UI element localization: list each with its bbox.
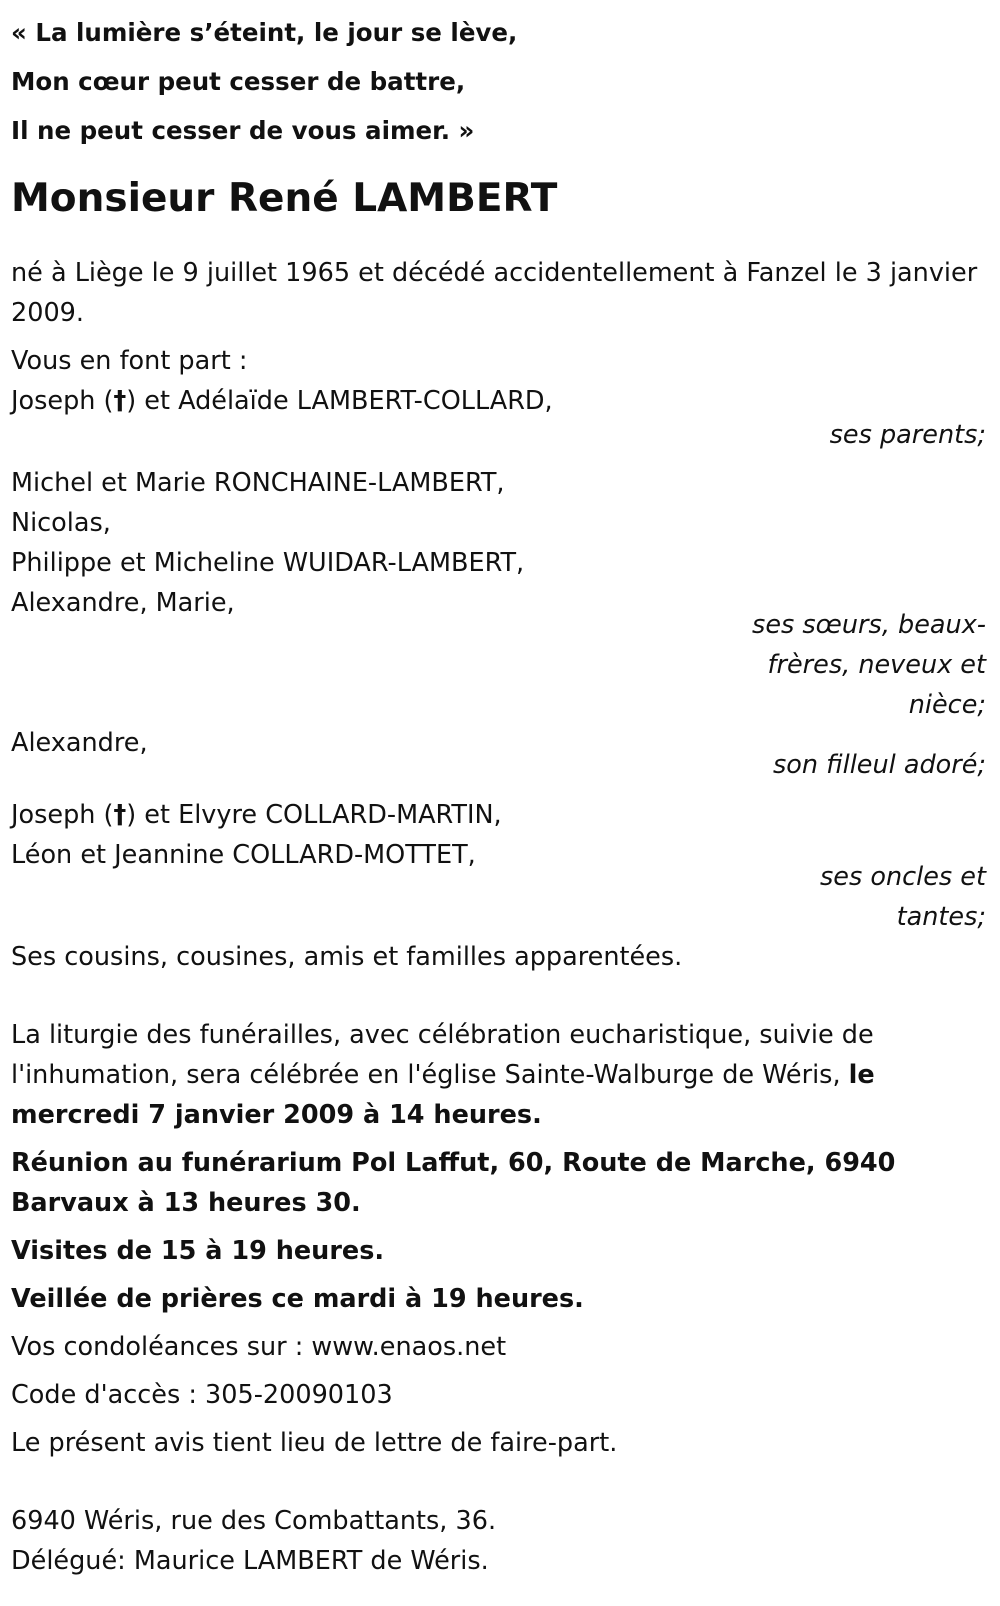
- poem-line-3: Il ne peut cesser de vous aimer. »: [11, 116, 475, 145]
- poem-line-1: « La lumière s’éteint, le jour se lève,: [11, 18, 518, 47]
- family-uncles: [11, 795, 990, 937]
- godson-relation: son filleul adoré;: [772, 750, 986, 780]
- sibling-line: Nicolas,: [11, 508, 111, 538]
- reunion-info: Réunion au funérarium Pol Laffut, 60, Route de Marche, 6940 Barvaux à 13 heures 30.: [11, 1148, 896, 1218]
- family-parents: [11, 381, 990, 455]
- liturgy-date: le mercredi 7 janvier 2009 à 14 heures.: [11, 1060, 875, 1130]
- siblings-relation: [11, 605, 990, 725]
- announce-line: Vous en font part :: [11, 346, 248, 376]
- vigil-info: Veillée de prières ce mardi à 19 heures.: [11, 1284, 584, 1314]
- sibling-line: Michel et Marie RONCHAINE-LAMBERT,: [11, 468, 505, 498]
- liturgy-text: La liturgie des funérailles, avec célébration eucharistique, suivie de l'inhumation, sera célébrée en l'église Sainte-Walburge de Wéris,: [11, 1020, 874, 1090]
- uncles-name-b: ) et Elvyre COLLARD-MARTIN,: [126, 800, 502, 830]
- parents-relation: ses parents;: [829, 420, 986, 450]
- parents-name-b: ) et Adélaïde LAMBERT-COLLARD,: [126, 386, 553, 416]
- cross-icon: †: [113, 386, 127, 416]
- liturgy-paragraph: [11, 1015, 990, 1135]
- family-godson: [11, 723, 990, 785]
- sibling-line: Philippe et Micheline WUIDAR-LAMBERT,: [11, 548, 525, 578]
- poem-line-2: Mon cœur peut cesser de battre,: [11, 67, 466, 96]
- visits-info: Visites de 15 à 19 heures.: [11, 1236, 385, 1266]
- notice-line: Le présent avis tient lieu de lettre de faire-part.: [11, 1428, 618, 1458]
- cross-icon: †: [113, 800, 127, 830]
- uncles-relation-line: ses oncles et: [820, 862, 986, 892]
- siblings-relation-line: ses sœurs, beaux-: [752, 610, 986, 640]
- siblings-relation-line: nièce;: [908, 690, 986, 720]
- delegate-line: Délégué: Maurice LAMBERT de Wéris.: [11, 1546, 489, 1576]
- uncles-line-1: [11, 795, 990, 835]
- cousins-line: Ses cousins, cousines, amis et familles apparentées.: [11, 942, 683, 972]
- birth-death-info: né à Liège le 9 juillet 1965 et décédé accidentellement à Fanzel le 3 janvier 2009.: [11, 258, 978, 328]
- family-siblings: [11, 463, 990, 725]
- access-code: Code d'accès : 305-20090103: [11, 1380, 393, 1410]
- announcement-body: [11, 253, 990, 1581]
- uncles-relation-line: tantes;: [896, 902, 986, 932]
- parents-name-a: Joseph (: [11, 386, 114, 416]
- godson-name: Alexandre,: [11, 728, 148, 758]
- siblings-relation-line: frères, neveux et: [767, 650, 986, 680]
- deceased-name: Monsieur René LAMBERT: [11, 176, 558, 221]
- sibling-line: Alexandre, Marie,: [11, 588, 235, 618]
- uncles-line-2: Léon et Jeannine COLLARD-MOTTET,: [11, 840, 476, 870]
- poem: [11, 0, 990, 155]
- condolences-info: Vos condoléances sur : www.enaos.net: [11, 1332, 507, 1362]
- uncles-name-a: Joseph (: [11, 800, 114, 830]
- family-address: 6940 Wéris, rue des Combattants, 36.: [11, 1506, 497, 1536]
